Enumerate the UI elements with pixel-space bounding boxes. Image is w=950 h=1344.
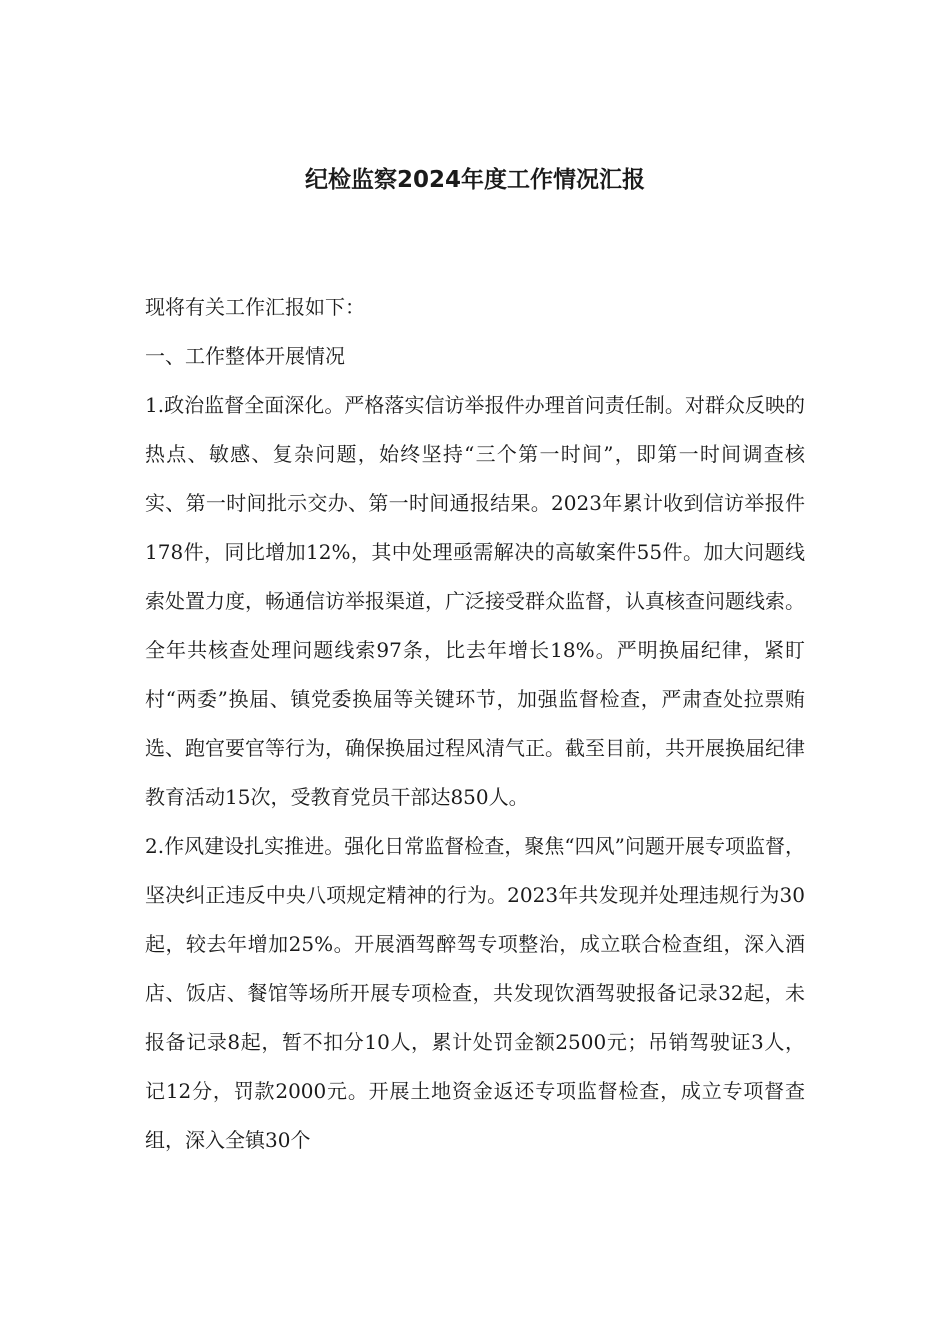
paragraph-political-supervision: 1.政治监督全面深化。严格落实信访举报件办理首问责任制。对群众反映的热点、敏感、复杂问题，始终坚持“三个第一时间”，即第一时间调查核实、第一时间批示交办、第一时间通报结果。2023年累计收到信访举报件178件，同比增加12%，其中处理亟需解决的高敏案件55件。加大问题线索处置力度，畅通信访举报渠道，广泛接受群众监督，认真核查问题线索。全年共核查处理问题线索97条，比去年增长18%。严明换届纪律，紧盯村“两委”换届、镇党委换届等关键环节，加强监督检查，严肃查处拉票贿选、跑官要官等行为，确保换届过程风清气正。截至目前，共开展换届纪律教育活动15次，受教育党员干部达850人。 — [145, 393, 805, 809]
document-title: 纪检监察2024年度工作情况汇报 — [304, 167, 645, 193]
section-heading: 一、工作整体开展情况 — [145, 344, 345, 368]
intro-paragraph: 现将有关工作汇报如下： — [145, 295, 365, 319]
paragraph-work-style: 2.作风建设扎实推进。强化日常监督检查，聚焦“四风”问题开展专项监督，坚决纠正违反中央八项规定精神的行为。2023年共发现并处理违规行为30起，较去年增加25%。开展酒驾醉驾专项整治，成立联合检查组，深入酒店、饭店、餐馆等场所开展专项检查，共发现饮酒驾驶报备记录32起，未报备记录8起，暂不扣分10人，累计处罚金额2500元；吊销驾驶证3人，记12分，罚款2000元。开展土地资金返还专项监督检查，成立专项督查组，深入全镇30个 — [145, 834, 805, 1152]
document-body — [145, 283, 805, 1165]
